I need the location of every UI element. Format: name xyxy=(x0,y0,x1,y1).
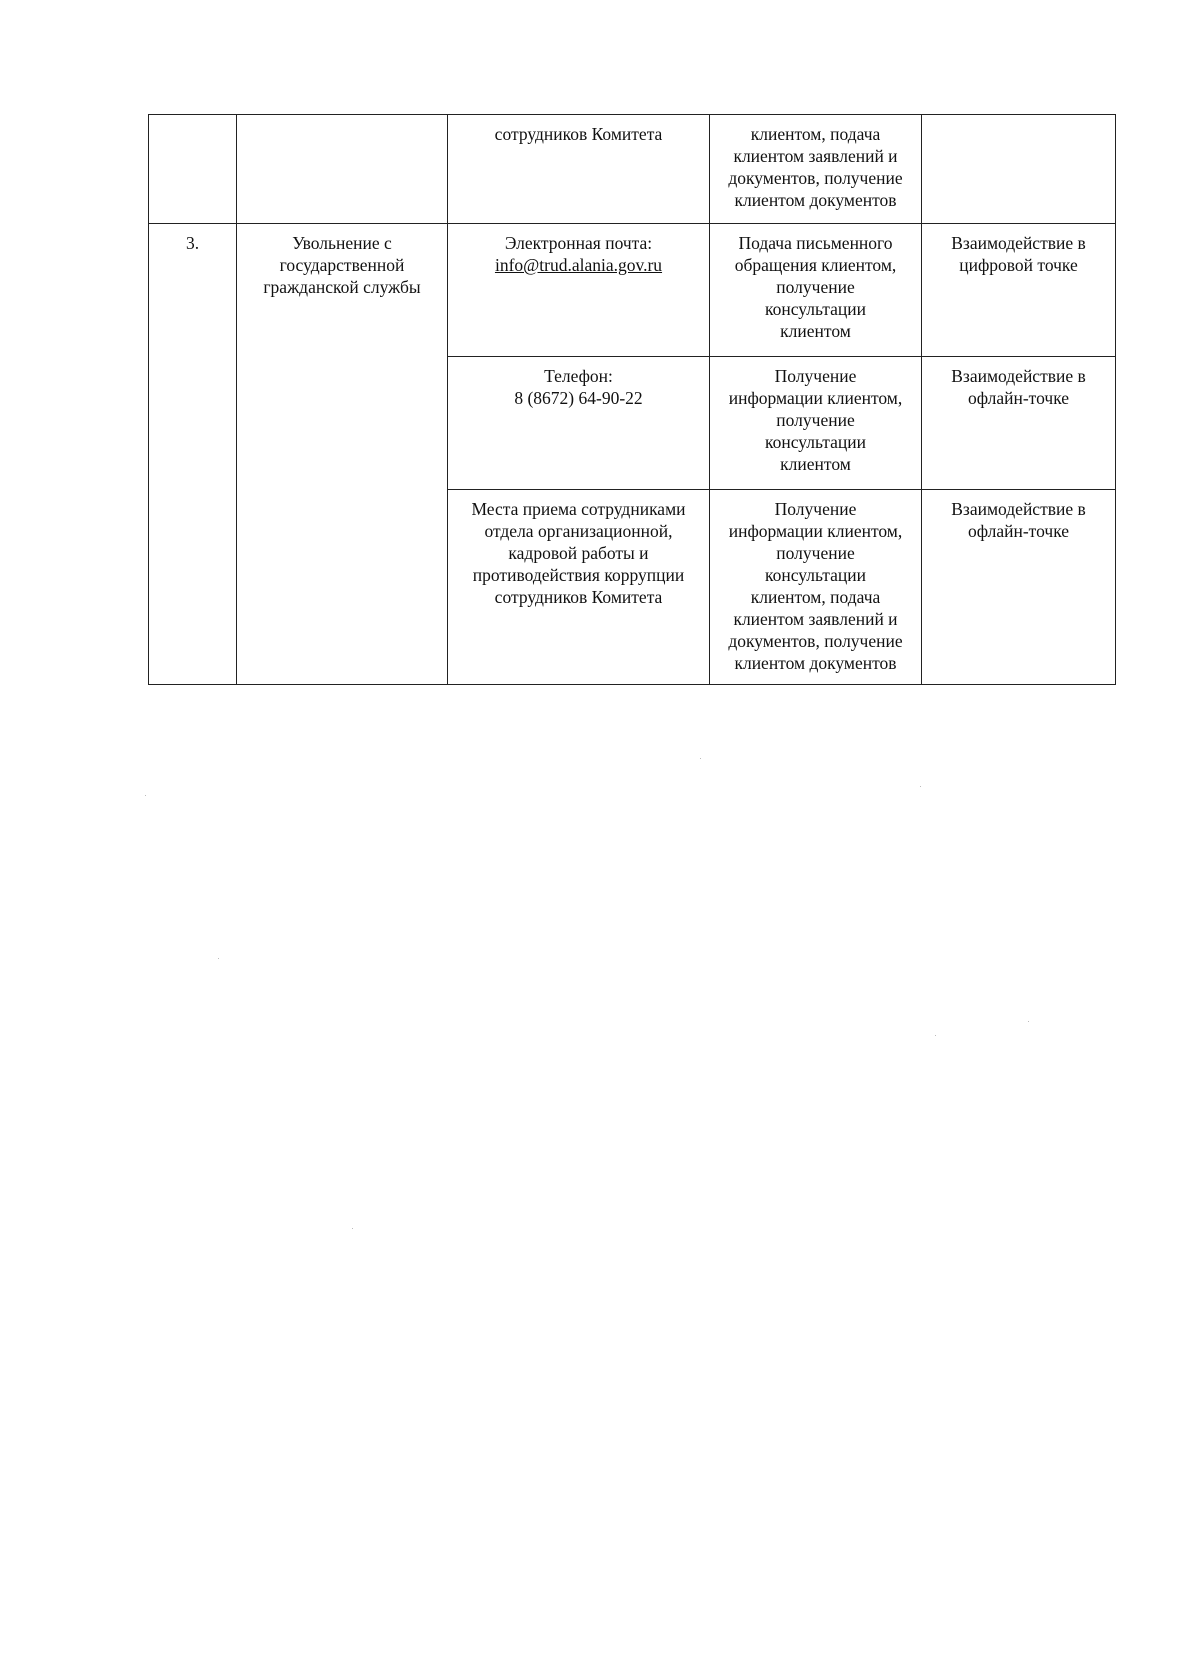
cell-action: Получение информации клиентом, получение консультации клиентом, подача клиентом заявлений и документов, получение клиентом документов xyxy=(710,490,922,685)
cell-action: клиентом, подача клиентом заявлений и документов, получение клиентом документов xyxy=(710,115,922,224)
scan-speck xyxy=(218,958,219,959)
table-row-email xyxy=(149,224,1116,357)
email-link[interactable]: info@trud.alania.gov.ru xyxy=(494,255,663,275)
scan-speck xyxy=(1028,1021,1029,1022)
cell-type: Взаимодействие в офлайн-точке xyxy=(922,357,1116,490)
cell-number xyxy=(149,115,237,224)
scan-speck xyxy=(935,1035,936,1036)
cell-channel: сотрудников Комитета xyxy=(448,115,710,224)
cell-channel: Места приема сотрудниками отдела организационной, кадровой работы и противодействия коррупции сотрудников Комитета xyxy=(448,490,710,685)
cell-type: Взаимодействие в цифровой точке xyxy=(922,224,1116,357)
cell-type xyxy=(922,115,1116,224)
cell-channel: Телефон: 8 (8672) 64-90-22 xyxy=(448,357,710,490)
cell-channel xyxy=(448,224,710,357)
table-row-continued xyxy=(149,115,1116,224)
cell-service: Увольнение с государственной гражданской службы xyxy=(237,224,448,685)
channel-label: Электронная почта: xyxy=(504,233,653,253)
cell-number: 3. xyxy=(149,224,237,685)
interaction-points-table xyxy=(148,114,1116,685)
scan-speck xyxy=(145,795,146,796)
cell-service xyxy=(237,115,448,224)
scan-speck xyxy=(352,1228,353,1229)
scan-speck xyxy=(920,786,921,787)
cell-action: Подача письменного обращения клиентом, получение консультации клиентом xyxy=(710,224,922,357)
cell-type: Взаимодействие в офлайн-точке xyxy=(922,490,1116,685)
cell-action: Получение информации клиентом, получение консультации клиентом xyxy=(710,357,922,490)
scan-speck xyxy=(700,758,701,759)
